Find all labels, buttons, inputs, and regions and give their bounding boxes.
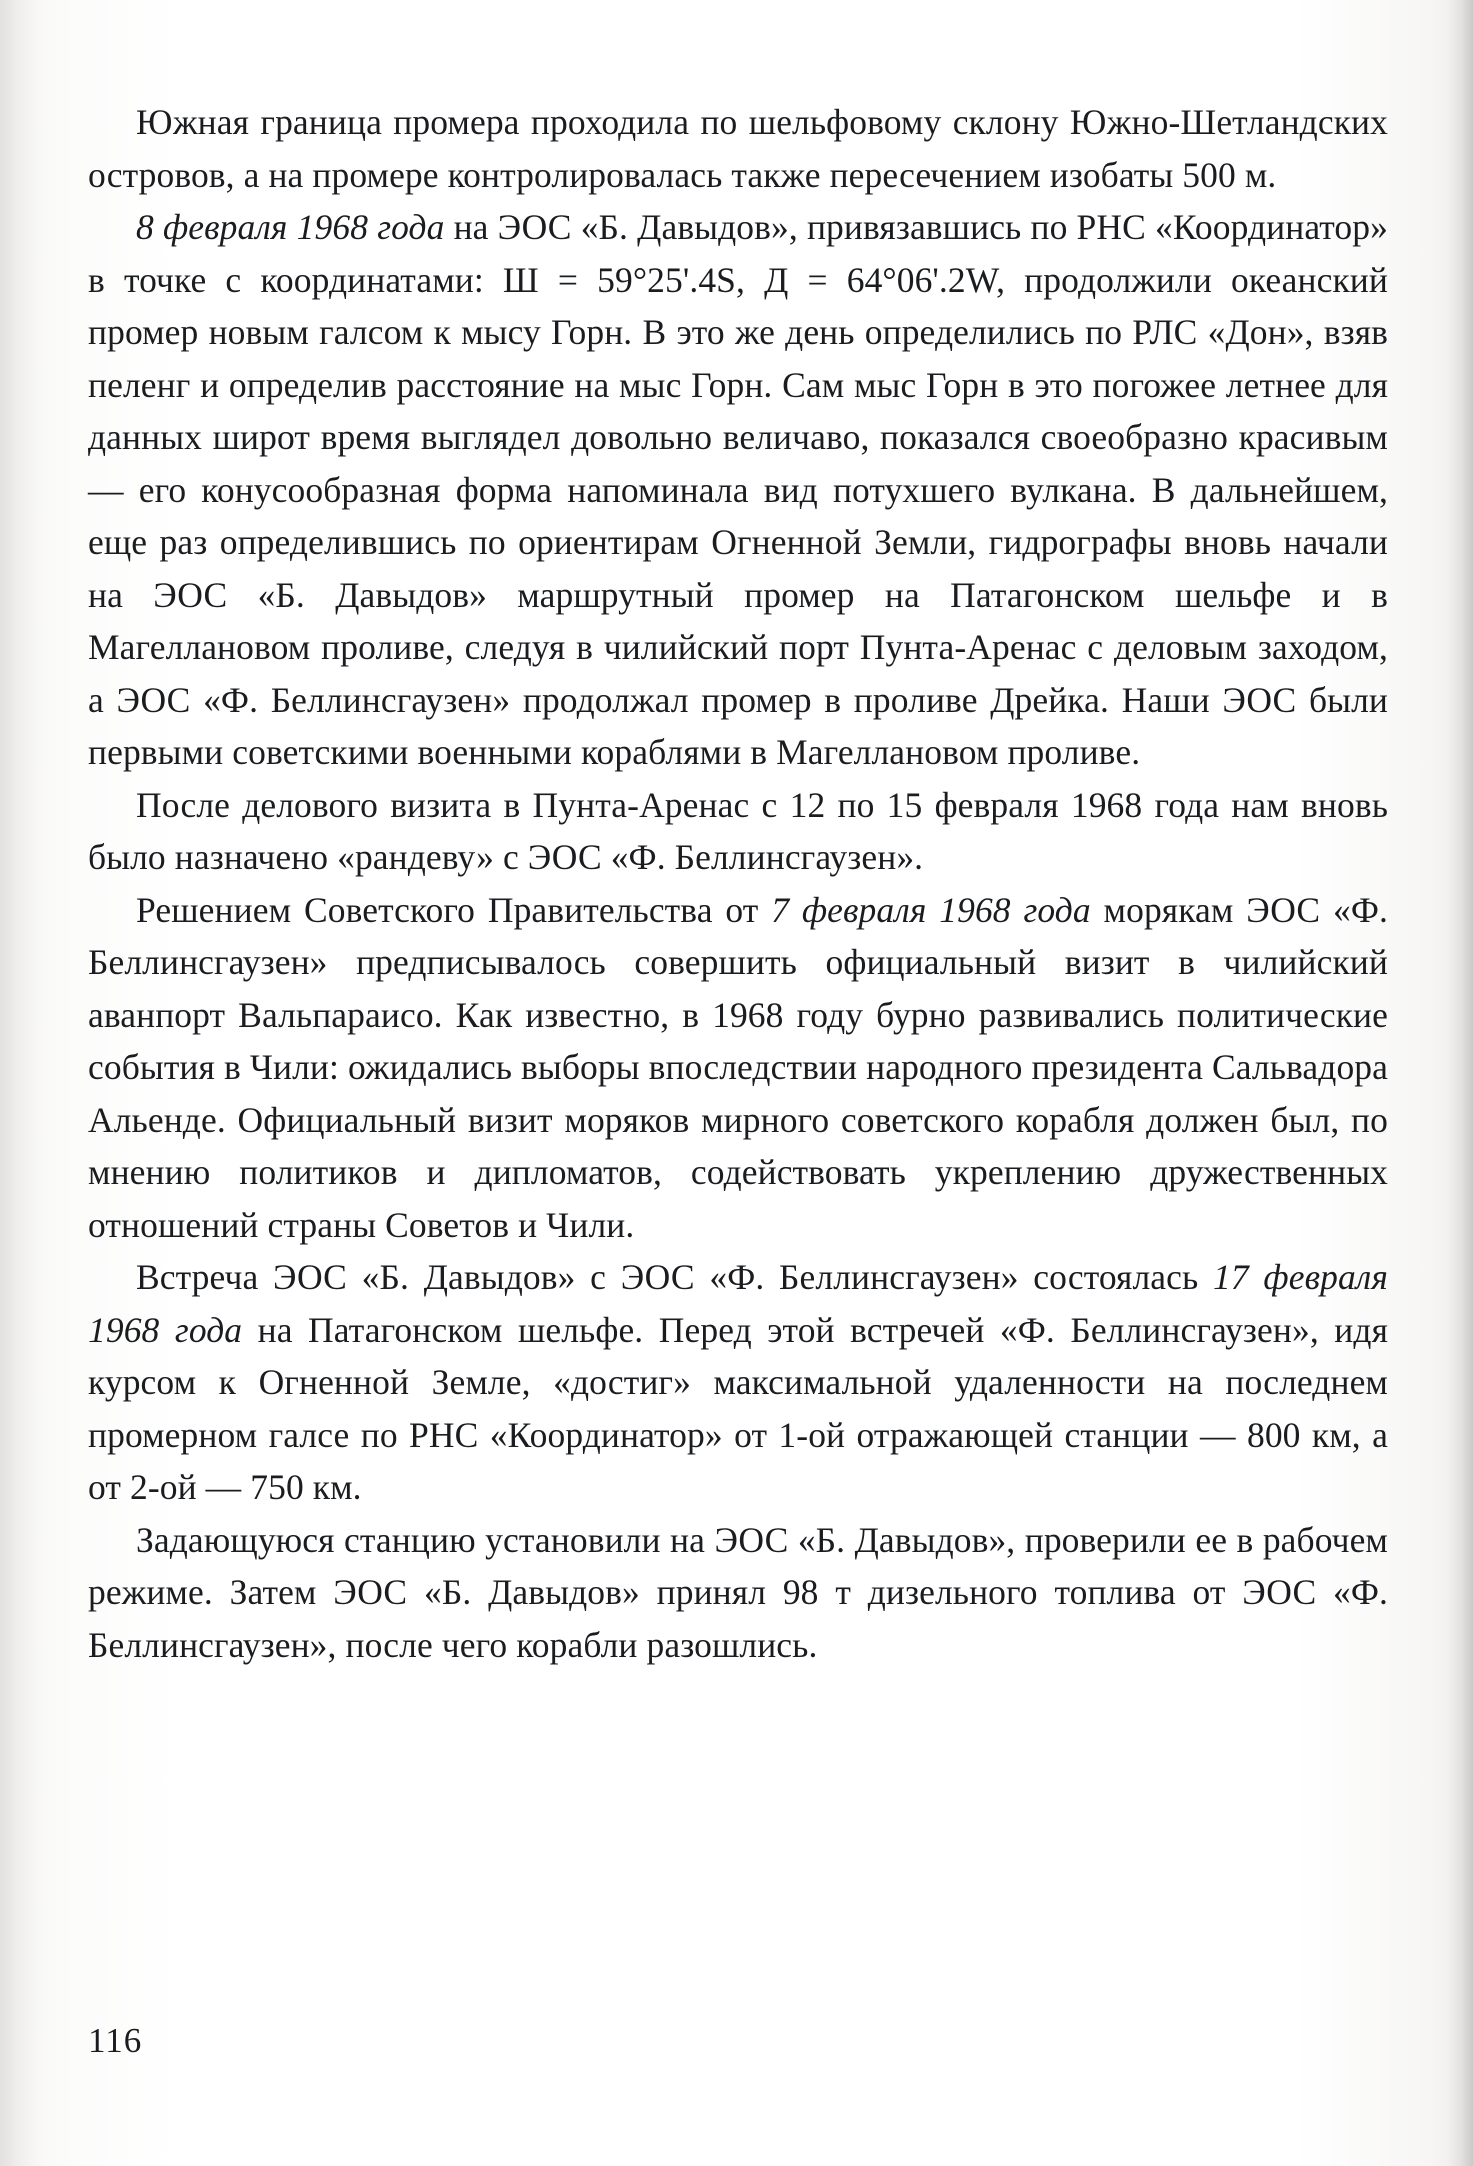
- text-run: на ЭОС «Б. Давыдов», привязавшись по РНС «Координатор» в точке с координатами: Ш = 59°25'.4S, Д = 64°06'.2W, продолжили океанский промер новым галсом к мысу Горн. В это же день определились по РЛС «Дон», взяв пеленг и определив расстояние на мыс Горн. Сам мыс Горн в это погожее летнее для данных широт время выглядел довольно величаво, показался своеобразно красивым — его конусообразная форма напоминала вид потухшего вулкана. В дальнейшем, еще раз определившись по ориентирам Огненной Земли, гидрографы вновь начали на ЭОС «Б. Давыдов» маршрутный промер на Патагонском шельфе и в Магеллановом проливе, следуя в чилийский порт Пунта-Аренас с деловым заходом, а ЭОС «Ф. Беллинсгаузен» продолжал промер в проливе Дрейка. Наши ЭОС были первыми советскими военными кораблями в Магеллановом проливе.: [88, 207, 1388, 772]
- emphasis-date: 17 февраля 1968 года: [88, 1257, 1388, 1350]
- text-run: Решением Советского Правительства от: [136, 889, 772, 930]
- text-run: на Патагонском шельфе. Перед этой встречей «Ф. Беллинсгаузен», идя курсом к Огненной Земле, «достиг» максимальной удаленности на последнем промерном галсе по РНС «Координатор» от 1-ой отражающей станции — 800 км, а от 2-ой — 750 км.: [88, 1309, 1388, 1507]
- page-number: 116: [88, 2021, 143, 2060]
- text-run: морякам ЭОС «Ф. Беллинсгаузен» предписывалось совершить официальный визит в чилийский аванпорт Вальпараисо. Как известно, в 1968 году бурно развивались политические события в Чили: ожидались выборы впоследствии народного президента Сальвадора Альенде. Официальный визит моряков мирного советского корабля должен был, по мнению политиков и дипломатов, содействовать укреплению дружественных отношений страны Советов и Чили.: [88, 889, 1388, 1245]
- paragraph: [88, 96, 1388, 201]
- page-right-edge-shadow: [1447, 0, 1473, 2166]
- emphasis-date: 8 февраля 1968 года: [136, 207, 445, 247]
- paragraph: [88, 884, 1388, 1252]
- emphasis-date: 7 февраля 1968 года: [771, 889, 1091, 930]
- paragraph: [88, 779, 1388, 884]
- paragraph: [88, 1251, 1388, 1514]
- paragraph: [88, 201, 1388, 779]
- text-run: Южная граница промера проходила по шельфовому склону Южно-Шетландских островов, а на промере контролировалась также пересечением изобаты 500 м.: [88, 102, 1388, 195]
- paragraph: [88, 1514, 1388, 1672]
- text-run: Встреча ЭОС «Б. Давыдов» с ЭОС «Ф. Беллинсгаузен» состоялась: [136, 1257, 1214, 1297]
- text-run: После делового визита в Пунта-Аренас с 12 по 15 февраля 1968 года нам вновь было назначено «рандеву» с ЭОС «Ф. Беллинсгаузен».: [88, 784, 1388, 877]
- body-text-column: [88, 96, 1388, 1671]
- text-run: Задающуюся станцию установили на ЭОС «Б. Давыдов», проверили ее в рабочем режиме. Затем ЭОС «Б. Давыдов» принял 98 т дизельного топлива от ЭОС «Ф. Беллинсгаузен», после чего корабли разошлись.: [88, 1519, 1388, 1665]
- page-left-edge-shadow: [0, 0, 40, 2166]
